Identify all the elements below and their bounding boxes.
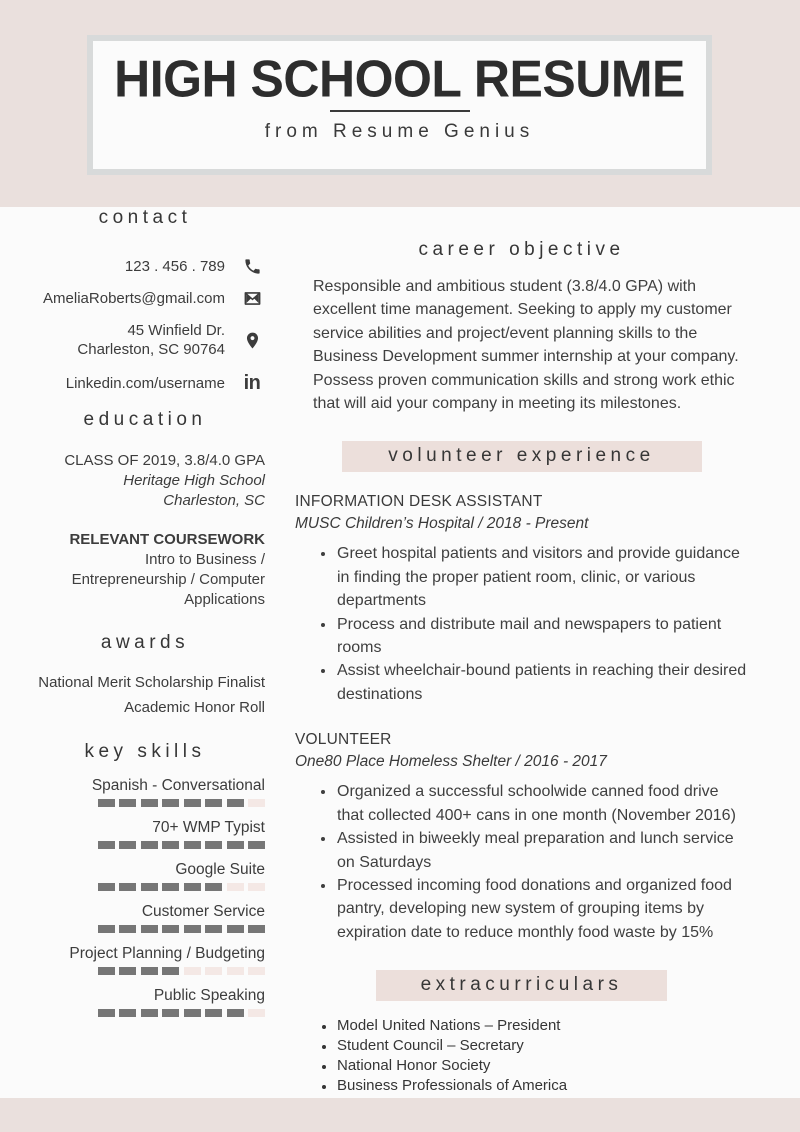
skill-segment-filled xyxy=(227,799,244,807)
skill-segment-filled xyxy=(98,799,115,807)
skill-segment-filled xyxy=(98,1009,115,1017)
skill-segment-empty xyxy=(248,967,265,975)
skills-section xyxy=(25,741,265,1017)
skill-segment-empty xyxy=(205,967,222,975)
award-item: National Merit Scholarship Finalist xyxy=(38,674,265,691)
contact-line: Charleston, SC 90764 xyxy=(77,341,225,358)
skill-segment-filled xyxy=(205,1009,222,1017)
skill-segment-filled xyxy=(141,925,158,933)
objective-heading: career objective xyxy=(418,239,625,260)
skill-bar xyxy=(25,1009,265,1017)
extracurricular-item: • Business Professionals of America xyxy=(336,1076,748,1096)
coursework-text: Intro to Business / Entrepreneurship / Computer Applications xyxy=(71,551,265,608)
contact-text xyxy=(43,289,225,308)
skill-label: Customer Service xyxy=(141,903,265,920)
education-section xyxy=(25,409,265,610)
skills-heading: key skills xyxy=(84,741,206,762)
contact-line: 123 . 456 . 789 xyxy=(124,258,225,275)
volunteer-entry xyxy=(295,493,748,706)
contact-list xyxy=(25,257,265,395)
skill-segment-empty xyxy=(227,967,244,975)
skills-list xyxy=(25,776,265,1017)
bullet-item: • Processed incoming food donations and organized food pantry, developing new system of grouping items by expiration date to reduce monthly food waste by 15% xyxy=(336,874,748,944)
bottom-band xyxy=(0,1098,800,1132)
skill-segment-empty xyxy=(248,1009,265,1017)
skill-segment-filled xyxy=(119,841,136,849)
entry-subtitle: MUSC Children’s Hospital / 2018 - Present xyxy=(295,515,589,533)
skill-bar xyxy=(25,841,265,849)
skill-segment-filled xyxy=(184,799,201,807)
skill-label: Google Suite xyxy=(175,861,265,878)
education-heading: education xyxy=(83,409,207,430)
awards-section xyxy=(25,632,265,720)
contact-item-linkedin xyxy=(25,372,265,395)
header-box xyxy=(87,35,712,175)
skill-segment-empty xyxy=(227,883,244,891)
skill-item xyxy=(25,860,265,891)
bullet-item: • Assisted in biweekly meal preparation and lunch service on Saturdays xyxy=(336,827,748,874)
skill-item xyxy=(25,902,265,933)
contact-line: 45 Winfield Dr. xyxy=(127,322,225,339)
skill-segment-filled xyxy=(119,799,136,807)
extracurricular-item: • Student Council – Secretary xyxy=(336,1036,748,1056)
contact-item-location xyxy=(25,321,265,359)
bullet-item: • Greet hospital patients and visitors and provide guidance in finding the proper patient room, clinic, or various departments xyxy=(336,542,748,612)
skill-segment-filled xyxy=(184,883,201,891)
skill-segment-filled xyxy=(119,883,136,891)
skill-segment-filled xyxy=(98,925,115,933)
skill-segment-filled xyxy=(205,841,222,849)
skill-item xyxy=(25,944,265,975)
contact-text xyxy=(125,257,225,276)
skill-segment-filled xyxy=(119,967,136,975)
skill-segment-empty xyxy=(248,799,265,807)
skill-item xyxy=(25,776,265,807)
education-school: Heritage High School xyxy=(123,472,265,489)
skill-segment-filled xyxy=(227,1009,244,1017)
contact-text xyxy=(66,374,225,393)
skill-segment-filled xyxy=(119,1009,136,1017)
contact-section xyxy=(25,207,265,395)
skill-segment-filled xyxy=(141,799,158,807)
volunteer-heading: volunteer experience xyxy=(388,445,655,467)
skill-item xyxy=(25,986,265,1017)
education-class-line: CLASS OF 2019, 3.8/4.0 GPA xyxy=(64,452,265,469)
skill-bar xyxy=(25,967,265,975)
skill-segment-filled xyxy=(162,967,179,975)
awards-list xyxy=(25,670,265,720)
contact-line: AmeliaRoberts@gmail.com xyxy=(43,290,225,307)
skill-segment-filled xyxy=(184,1009,201,1017)
bullet-item: • Organized a successful schoolwide canned food drive that collected 400+ cans in one month (November 2016) xyxy=(336,780,748,827)
skill-segment-filled xyxy=(162,841,179,849)
linkedin-icon: in xyxy=(243,372,261,394)
skill-label: 70+ WMP Typist xyxy=(152,819,265,836)
page-title: HIGH SCHOOL RESUME xyxy=(114,49,685,109)
entry-bullets xyxy=(295,780,748,944)
skill-bar xyxy=(25,925,265,933)
skill-bar xyxy=(25,883,265,891)
coursework-heading: RELEVANT COURSEWORK xyxy=(69,531,265,548)
skill-segment-filled xyxy=(205,883,222,891)
skill-label: Public Speaking xyxy=(153,987,265,1004)
objective-text: Responsible and ambitious student (3.8/4.0 GPA) with excellent time management. Seeking to apply my customer service abilities and project/event planning skills to the Business Development summer internship at your company. Possess proven communication skills and strong work ethic that will aid your company in meeting its milestones. xyxy=(313,278,739,413)
skill-segment-filled xyxy=(162,1009,179,1017)
bullet-item: • Assist wheelchair-bound patients in reaching their desired destinations xyxy=(336,659,748,706)
location-icon xyxy=(239,331,265,350)
skill-segment-filled xyxy=(162,925,179,933)
volunteer-entry xyxy=(295,731,748,944)
skill-segment-filled xyxy=(162,799,179,807)
skill-segment-filled xyxy=(141,967,158,975)
skill-bar xyxy=(25,799,265,807)
skill-segment-empty xyxy=(248,883,265,891)
skill-segment-filled xyxy=(119,925,136,933)
skill-segment-filled xyxy=(98,883,115,891)
skill-segment-filled xyxy=(184,925,201,933)
entry-title: INFORMATION DESK ASSISTANT xyxy=(295,493,543,511)
skill-segment-filled xyxy=(141,841,158,849)
skill-segment-filled xyxy=(141,1009,158,1017)
education-location: Charleston, SC xyxy=(163,492,265,509)
mail-icon xyxy=(239,289,265,308)
contact-text xyxy=(77,321,225,359)
skill-segment-empty xyxy=(184,967,201,975)
skill-label: Project Planning / Budgeting xyxy=(69,945,265,962)
skill-segment-filled xyxy=(227,925,244,933)
extracurriculars-list xyxy=(295,1016,748,1096)
skill-segment-filled xyxy=(98,967,115,975)
sidebar xyxy=(25,207,265,1096)
header-subtitle: from Resume Genius xyxy=(264,121,535,142)
contact-heading: contact xyxy=(98,207,192,228)
skill-segment-filled xyxy=(248,841,265,849)
skill-segment-filled xyxy=(205,925,222,933)
extracurricular-item: • National Honor Society xyxy=(336,1056,748,1076)
main-column xyxy=(295,207,748,1096)
contact-line: Linkedin.com/username xyxy=(65,375,225,392)
skill-label: Spanish - Conversational xyxy=(91,777,265,794)
resume-content xyxy=(0,207,800,1096)
skill-segment-filled xyxy=(162,883,179,891)
extracurriculars-heading: extracurriculars xyxy=(420,974,623,996)
volunteer-banner xyxy=(342,441,702,472)
skill-segment-filled xyxy=(205,799,222,807)
volunteer-entries xyxy=(295,493,748,944)
phone-icon xyxy=(239,257,265,276)
awards-heading: awards xyxy=(100,632,190,653)
title-divider xyxy=(330,110,470,112)
skill-segment-filled xyxy=(248,925,265,933)
contact-item-mail xyxy=(25,289,265,308)
skill-segment-filled xyxy=(141,883,158,891)
extracurricular-item: • Model United Nations – President xyxy=(336,1016,748,1036)
entry-title: VOLUNTEER xyxy=(295,731,392,749)
skill-segment-filled xyxy=(184,841,201,849)
entry-bullets xyxy=(295,542,748,706)
award-item: Academic Honor Roll xyxy=(124,699,265,716)
entry-subtitle: One80 Place Homeless Shelter / 2016 - 2017 xyxy=(295,753,607,771)
bullet-item: • Process and distribute mail and newspapers to patient rooms xyxy=(336,613,748,660)
skill-segment-filled xyxy=(98,841,115,849)
contact-item-phone xyxy=(25,257,265,276)
skill-item xyxy=(25,818,265,849)
skill-segment-filled xyxy=(227,841,244,849)
extracurriculars-banner xyxy=(376,970,667,1001)
